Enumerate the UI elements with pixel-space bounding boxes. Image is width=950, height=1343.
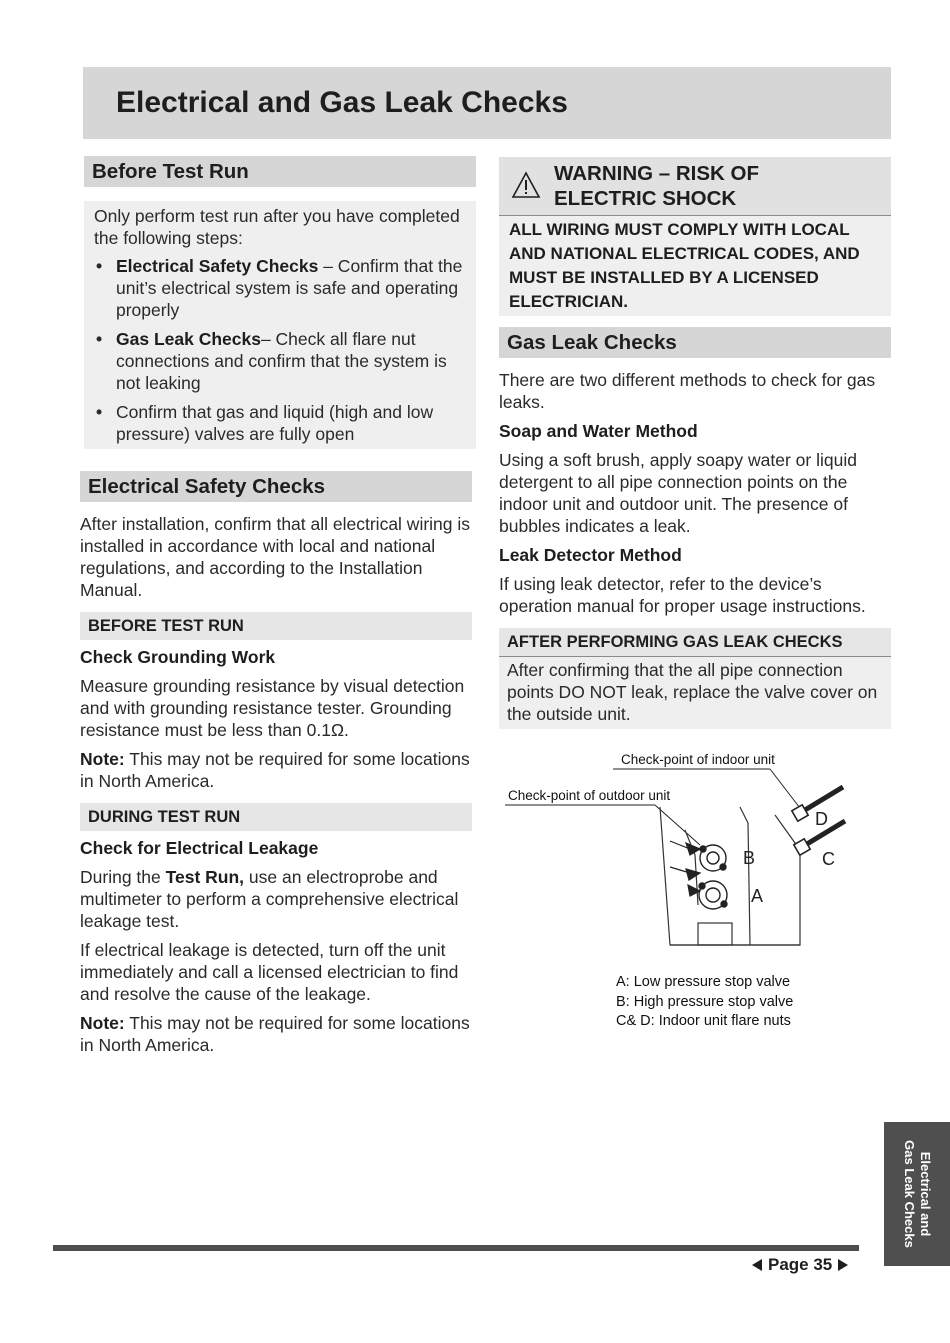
outdoor-checkpoint-label: Check-point of outdoor unit [508,788,671,803]
note-text: This may not be required for some locations in North America. [80,749,470,791]
side-tab-label [901,1124,933,1264]
electrical-leakage-text-2: If electrical leakage is detected, turn off the unit immediately and call a licensed electrician to find and resolve the cause of the leakage. [80,940,459,1004]
note-text: This may not be required for some locations in North America. [80,1013,470,1055]
warning-title: WARNING – RISK OF ELECTRIC SHOCK [554,162,760,210]
test-run-bold: Test Run, [165,867,245,887]
page-number [752,1255,848,1275]
list-item [94,328,466,394]
list-item [94,401,466,445]
after-gas-leak-box [499,628,891,729]
gas-leak-intro: There are two different methods to check for gas leaks. [499,370,876,412]
note-label: Note: [80,1013,125,1033]
page-title-bar [83,67,891,139]
electrical-safety-section [80,471,472,1056]
list-item-bold: Gas Leak Checks [116,329,261,349]
grounding-note [80,748,472,792]
list-item-text: – Check all flare nut connections and confirm that the system is not leaking [116,329,447,393]
gas-leak-heading: Gas Leak Checks [499,327,891,358]
check-grounding-text: Measure grounding resistance by visual detection and with grounding resistance tester. Grounding resistance must be less than 0.1Ω. [80,676,465,740]
stop-valve-b [700,845,726,871]
text-part: use an electroprobe and multimeter to perform a comprehensive electrical leakage test. [80,867,459,931]
page-label: Page 35 [768,1255,833,1274]
warning-box [499,157,891,316]
warning-header [499,157,891,216]
list-item [94,255,466,321]
check-grounding-title: Check Grounding Work [80,647,276,667]
electrical-leakage-text [80,866,472,932]
after-gas-leak-text: After confirming that the all pipe connection points DO NOT leak, replace the valve cover on the outside unit. [507,660,878,724]
list-item-text: Confirm that gas and liquid (high and low pressure) valves are fully open [116,402,434,444]
gas-leak-section [499,327,891,729]
text-part: During the [80,867,166,887]
list-item-text: – Confirm that the unit’s electrical system is safe and operating properly [116,256,463,320]
before-test-run-section [84,156,476,449]
before-test-run-subheading: BEFORE TEST RUN [80,612,472,640]
before-test-run-heading: Before Test Run [84,156,476,187]
letter-c: C [822,849,835,869]
section-side-tab [884,1122,950,1266]
legend-item: B: High pressure stop valve [616,993,794,1010]
leak-detector-text: If using leak detector, refer to the device’s operation manual for proper usage instructions. [499,574,866,616]
before-test-run-box [84,201,476,449]
next-page-icon[interactable] [838,1259,848,1271]
soap-water-title: Soap and Water Method [499,421,698,441]
list-item-bold: Electrical Safety Checks [116,256,319,276]
letter-b: B [743,848,756,868]
electrical-leakage-title: Check for Electrical Leakage [80,838,319,858]
diagram-legend [616,973,793,1032]
previous-page-icon[interactable] [752,1259,762,1271]
leak-detector-title: Leak Detector Method [499,545,682,565]
side-tab-line-2: Gas Leak Checks [902,1140,917,1248]
side-tab-line-1: Electrical and [918,1151,933,1237]
legend-item: A: Low pressure stop valve [616,974,791,990]
leakage-note [80,1012,472,1056]
note-label: Note: [80,749,125,769]
letter-d: D [815,809,828,829]
footer-rule [53,1245,859,1251]
stop-valve-a [699,881,727,909]
electrical-safety-intro: After installation, confirm that all electrical wiring is installed in accordance with local and national regulations, and according to the Installation Manual. [80,514,471,600]
after-gas-leak-subheading: AFTER PERFORMING GAS LEAK CHECKS [499,628,891,657]
electrical-safety-heading: Electrical Safety Checks [80,471,472,502]
page-title: Electrical and Gas Leak Checks [116,86,568,119]
letter-a: A [751,886,764,906]
legend-item: C& D: Indoor unit flare nuts [616,1013,791,1029]
diagram-label-lines [505,769,803,845]
soap-water-text: Using a soft brush, apply soapy water or liquid detergent to all pipe connection points on the indoor unit and outdoor unit. The presence of bubbles indicates a leak. [499,450,857,536]
warning-body: ALL WIRING MUST COMPLY WITH LOCAL AND NATIONAL ELECTRICAL CODES, AND MUST BE INSTALLED BY A LICENSED ELECTRICIAN. [509,220,860,311]
during-test-run-subheading: DURING TEST RUN [80,803,472,831]
before-test-run-list [94,255,466,445]
indoor-checkpoint-label: Check-point of indoor unit [621,752,775,767]
before-test-run-intro: Only perform test run after you have completed the following steps: [94,206,460,248]
warning-triangle-icon [511,171,541,199]
